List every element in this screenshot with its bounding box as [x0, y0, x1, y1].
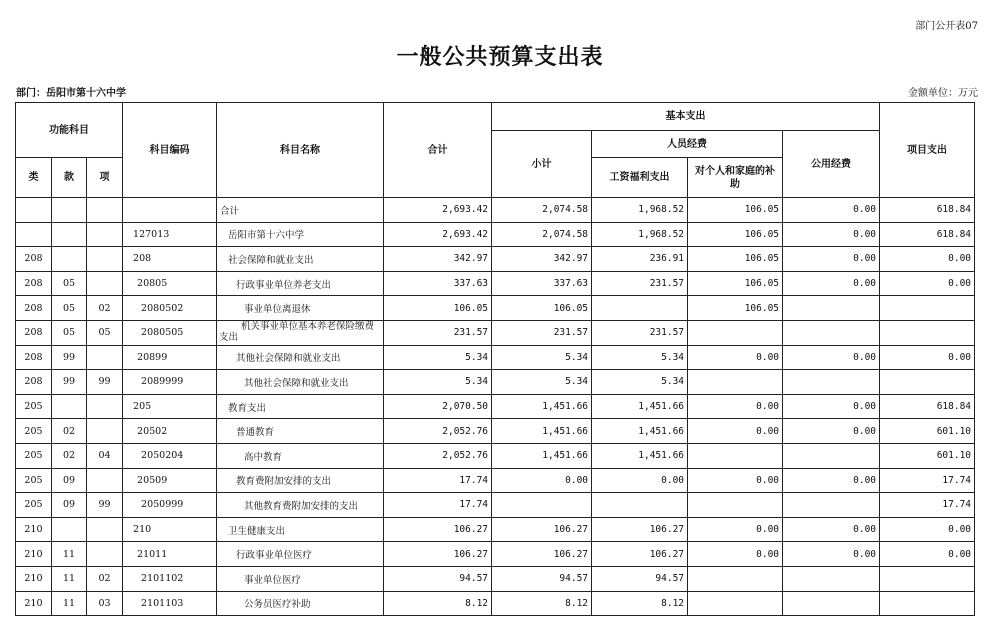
header-xiang: 项: [87, 158, 123, 198]
cell-public-expense: 0.00: [783, 271, 880, 296]
header-function-subject: 功能科目: [16, 103, 123, 158]
header-personnel: 人员经费: [592, 131, 783, 158]
cell-public-expense: 0.00: [783, 247, 880, 272]
cell-personal-family: 0.00: [688, 345, 783, 370]
cell-subject-name: 公务员医疗补助: [217, 591, 384, 616]
cell-project-expense: 618.84: [880, 222, 975, 247]
cell-personal-family: 106.05: [688, 198, 783, 223]
header-subject-name: 科目名称: [217, 103, 384, 198]
cell-public-expense: [783, 443, 880, 468]
cell-public-expense: [783, 493, 880, 518]
header-salary-welfare: 工资福利支出: [592, 158, 688, 198]
cell-xiang: [87, 345, 123, 370]
cell-subtotal: 2,074.58: [492, 222, 592, 247]
cell-salary-welfare: [592, 296, 688, 321]
cell-personal-family: [688, 566, 783, 591]
cell-public-expense: [783, 370, 880, 395]
table-row: [16, 419, 975, 444]
cell-kuan: 02: [52, 419, 87, 444]
table-row: [16, 394, 975, 419]
header-project-expense: 项目支出: [880, 103, 975, 198]
cell-lei: 208: [16, 247, 52, 272]
cell-project-expense: 618.84: [880, 394, 975, 419]
cell-personal-family: [688, 320, 783, 345]
table-row: [16, 591, 975, 616]
cell-public-expense: 0.00: [783, 394, 880, 419]
cell-salary-welfare: 1,451.66: [592, 443, 688, 468]
cell-total: 17.74: [384, 493, 492, 518]
table-row: [16, 247, 975, 272]
cell-salary-welfare: 1,968.52: [592, 222, 688, 247]
cell-xiang: [87, 419, 123, 444]
cell-public-expense: [783, 591, 880, 616]
cell-salary-welfare: [592, 493, 688, 518]
document-number: 部门公开表07: [915, 21, 978, 32]
cell-project-expense: 0.00: [880, 517, 975, 542]
cell-personal-family: 106.05: [688, 222, 783, 247]
cell-subtotal: 1,451.66: [492, 419, 592, 444]
cell-kuan: 99: [52, 345, 87, 370]
cell-subject-code: 2101103: [123, 591, 217, 616]
cell-public-expense: [783, 296, 880, 321]
cell-xiang: [87, 247, 123, 272]
cell-public-expense: [783, 566, 880, 591]
table-row: [16, 320, 975, 345]
cell-subject-name: 事业单位医疗: [217, 566, 384, 591]
cell-xiang: 99: [87, 493, 123, 518]
cell-xiang: [87, 542, 123, 567]
cell-subtotal: 337.63: [492, 271, 592, 296]
cell-subject-code: 21011: [123, 542, 217, 567]
cell-subtotal: [492, 493, 592, 518]
cell-subject-code: 20899: [123, 345, 217, 370]
cell-personal-family: 0.00: [688, 468, 783, 493]
cell-subtotal: 231.57: [492, 320, 592, 345]
cell-total: 2,693.42: [384, 198, 492, 223]
cell-salary-welfare: 1,451.66: [592, 419, 688, 444]
cell-salary-welfare: 94.57: [592, 566, 688, 591]
cell-subject-code: [123, 198, 217, 223]
cell-salary-welfare: 5.34: [592, 345, 688, 370]
cell-total: 106.05: [384, 296, 492, 321]
cell-lei: [16, 222, 52, 247]
cell-personal-family: 106.05: [688, 271, 783, 296]
cell-xiang: 04: [87, 443, 123, 468]
cell-subject-code: 20502: [123, 419, 217, 444]
cell-xiang: [87, 394, 123, 419]
cell-total: 2,052.76: [384, 419, 492, 444]
cell-total: 106.27: [384, 542, 492, 567]
cell-xiang: 02: [87, 296, 123, 321]
cell-subject-code: 20805: [123, 271, 217, 296]
cell-personal-family: 0.00: [688, 419, 783, 444]
table-row: [16, 296, 975, 321]
cell-lei: 208: [16, 370, 52, 395]
header-total: 合计: [384, 103, 492, 198]
cell-subject-code: 127013: [123, 222, 217, 247]
cell-subject-name: 教育费附加安排的支出: [217, 468, 384, 493]
cell-project-expense: [880, 591, 975, 616]
cell-subtotal: 5.34: [492, 370, 592, 395]
cell-kuan: [52, 247, 87, 272]
budget-expenditure-table: [15, 102, 975, 616]
cell-project-expense: [880, 370, 975, 395]
cell-subject-name: 合计: [217, 198, 384, 223]
cell-personal-family: [688, 591, 783, 616]
page-title: 一般公共预算支出表: [396, 44, 604, 70]
table-row: [16, 493, 975, 518]
cell-kuan: 11: [52, 591, 87, 616]
cell-lei: 208: [16, 271, 52, 296]
cell-project-expense: 0.00: [880, 247, 975, 272]
cell-subtotal: 106.27: [492, 542, 592, 567]
cell-lei: 205: [16, 443, 52, 468]
cell-total: 5.34: [384, 345, 492, 370]
cell-personal-family: 106.05: [688, 296, 783, 321]
cell-xiang: [87, 271, 123, 296]
cell-salary-welfare: 8.12: [592, 591, 688, 616]
cell-personal-family: 0.00: [688, 394, 783, 419]
cell-subject-name: 行政事业单位医疗: [217, 542, 384, 567]
cell-xiang: [87, 517, 123, 542]
cell-lei: 208: [16, 296, 52, 321]
cell-subject-code: 205: [123, 394, 217, 419]
cell-kuan: [52, 222, 87, 247]
cell-kuan: 09: [52, 468, 87, 493]
cell-total: 2,070.50: [384, 394, 492, 419]
table-row: [16, 468, 975, 493]
table-row: [16, 566, 975, 591]
cell-kuan: 02: [52, 443, 87, 468]
cell-xiang: [87, 222, 123, 247]
header-public-expense: 公用经费: [783, 131, 880, 198]
cell-total: 2,052.76: [384, 443, 492, 468]
cell-subject-code: 2089999: [123, 370, 217, 395]
cell-subtotal: 5.34: [492, 345, 592, 370]
cell-subject-code: 2080502: [123, 296, 217, 321]
cell-xiang: 99: [87, 370, 123, 395]
cell-subject-name: 社会保障和就业支出: [217, 247, 384, 272]
cell-subtotal: 0.00: [492, 468, 592, 493]
cell-subject-name: 岳阳市第十六中学: [217, 222, 384, 247]
cell-salary-welfare: 231.57: [592, 320, 688, 345]
cell-kuan: [52, 394, 87, 419]
header-personal-family: 对个人和家庭的补助: [688, 158, 783, 198]
table-row: [16, 345, 975, 370]
table-row: [16, 370, 975, 395]
cell-project-expense: 0.00: [880, 271, 975, 296]
cell-public-expense: [783, 320, 880, 345]
cell-lei: [16, 198, 52, 223]
cell-lei: 210: [16, 517, 52, 542]
cell-kuan: 11: [52, 542, 87, 567]
amount-unit-label: 金额单位：万元: [908, 88, 978, 99]
cell-subject-code: 210: [123, 517, 217, 542]
cell-subtotal: 94.57: [492, 566, 592, 591]
cell-public-expense: 0.00: [783, 517, 880, 542]
cell-kuan: 11: [52, 566, 87, 591]
cell-salary-welfare: 1,451.66: [592, 394, 688, 419]
cell-public-expense: 0.00: [783, 468, 880, 493]
header-subtotal: 小计: [492, 131, 592, 198]
header-lei: 类: [16, 158, 52, 198]
cell-project-expense: 618.84: [880, 198, 975, 223]
department-label: 部门：岳阳市第十六中学: [16, 88, 126, 99]
cell-subject-name: 高中教育: [217, 443, 384, 468]
cell-personal-family: 0.00: [688, 542, 783, 567]
cell-total: 337.63: [384, 271, 492, 296]
cell-salary-welfare: 106.27: [592, 542, 688, 567]
cell-project-expense: [880, 320, 975, 345]
cell-subject-code: 2050999: [123, 493, 217, 518]
table-row: [16, 198, 975, 223]
cell-subtotal: 2,074.58: [492, 198, 592, 223]
cell-subject-code: 2080505: [123, 320, 217, 345]
cell-public-expense: 0.00: [783, 542, 880, 567]
cell-salary-welfare: 0.00: [592, 468, 688, 493]
table-row: [16, 517, 975, 542]
cell-subtotal: 1,451.66: [492, 443, 592, 468]
header-subject-code: 科目编码: [123, 103, 217, 198]
cell-project-expense: 601.10: [880, 419, 975, 444]
cell-personal-family: 106.05: [688, 247, 783, 272]
cell-subject-name: 其他教育费附加安排的支出: [217, 493, 384, 518]
cell-subject-code: 208: [123, 247, 217, 272]
cell-personal-family: 0.00: [688, 517, 783, 542]
cell-lei: 210: [16, 566, 52, 591]
cell-project-expense: 601.10: [880, 443, 975, 468]
cell-project-expense: 17.74: [880, 468, 975, 493]
cell-lei: 205: [16, 394, 52, 419]
cell-subject-name: 行政事业单位养老支出: [217, 271, 384, 296]
cell-subject-name: 其他社会保障和就业支出: [217, 370, 384, 395]
cell-xiang: 02: [87, 566, 123, 591]
cell-subject-name: 其他社会保障和就业支出: [217, 345, 384, 370]
cell-project-expense: [880, 296, 975, 321]
cell-total: 94.57: [384, 566, 492, 591]
cell-public-expense: 0.00: [783, 222, 880, 247]
cell-total: 231.57: [384, 320, 492, 345]
cell-lei: 210: [16, 591, 52, 616]
cell-salary-welfare: 231.57: [592, 271, 688, 296]
cell-project-expense: 17.74: [880, 493, 975, 518]
cell-lei: 205: [16, 419, 52, 444]
cell-subject-code: 20509: [123, 468, 217, 493]
cell-xiang: [87, 198, 123, 223]
cell-total: 5.34: [384, 370, 492, 395]
cell-lei: 205: [16, 468, 52, 493]
cell-salary-welfare: 236.91: [592, 247, 688, 272]
cell-project-expense: 0.00: [880, 542, 975, 567]
cell-personal-family: [688, 443, 783, 468]
table-row: [16, 443, 975, 468]
cell-public-expense: 0.00: [783, 345, 880, 370]
cell-subtotal: 1,451.66: [492, 394, 592, 419]
cell-salary-welfare: 106.27: [592, 517, 688, 542]
cell-subtotal: 8.12: [492, 591, 592, 616]
cell-subtotal: 106.27: [492, 517, 592, 542]
cell-total: 2,693.42: [384, 222, 492, 247]
cell-subtotal: 342.97: [492, 247, 592, 272]
cell-total: 8.12: [384, 591, 492, 616]
cell-kuan: [52, 198, 87, 223]
cell-subject-name: 普通教育: [217, 419, 384, 444]
cell-lei: 205: [16, 493, 52, 518]
table-body: [16, 198, 975, 616]
table-row: [16, 222, 975, 247]
cell-personal-family: [688, 493, 783, 518]
cell-subject-name: 事业单位离退休: [217, 296, 384, 321]
table-row: [16, 542, 975, 567]
cell-total: 342.97: [384, 247, 492, 272]
cell-subject-name: 卫生健康支出: [217, 517, 384, 542]
cell-subject-name: 教育支出: [217, 394, 384, 419]
cell-subject-name: 机关事业单位基本养老保险缴费支出: [217, 320, 384, 345]
cell-kuan: 09: [52, 493, 87, 518]
cell-kuan: 05: [52, 296, 87, 321]
header-basic-expense: 基本支出: [492, 103, 880, 131]
cell-lei: 208: [16, 320, 52, 345]
cell-subject-code: 2101102: [123, 566, 217, 591]
cell-salary-welfare: 5.34: [592, 370, 688, 395]
cell-total: 106.27: [384, 517, 492, 542]
cell-project-expense: [880, 566, 975, 591]
cell-total: 17.74: [384, 468, 492, 493]
cell-personal-family: [688, 370, 783, 395]
header-kuan: 款: [52, 158, 87, 198]
cell-lei: 210: [16, 542, 52, 567]
table-row: [16, 271, 975, 296]
cell-public-expense: 0.00: [783, 198, 880, 223]
cell-kuan: 05: [52, 320, 87, 345]
cell-kuan: 99: [52, 370, 87, 395]
cell-project-expense: 0.00: [880, 345, 975, 370]
cell-xiang: 05: [87, 320, 123, 345]
cell-xiang: [87, 468, 123, 493]
cell-lei: 208: [16, 345, 52, 370]
cell-xiang: 03: [87, 591, 123, 616]
cell-kuan: 05: [52, 271, 87, 296]
cell-public-expense: 0.00: [783, 419, 880, 444]
cell-salary-welfare: 1,968.52: [592, 198, 688, 223]
cell-kuan: [52, 517, 87, 542]
cell-subject-code: 2050204: [123, 443, 217, 468]
cell-subtotal: 106.05: [492, 296, 592, 321]
